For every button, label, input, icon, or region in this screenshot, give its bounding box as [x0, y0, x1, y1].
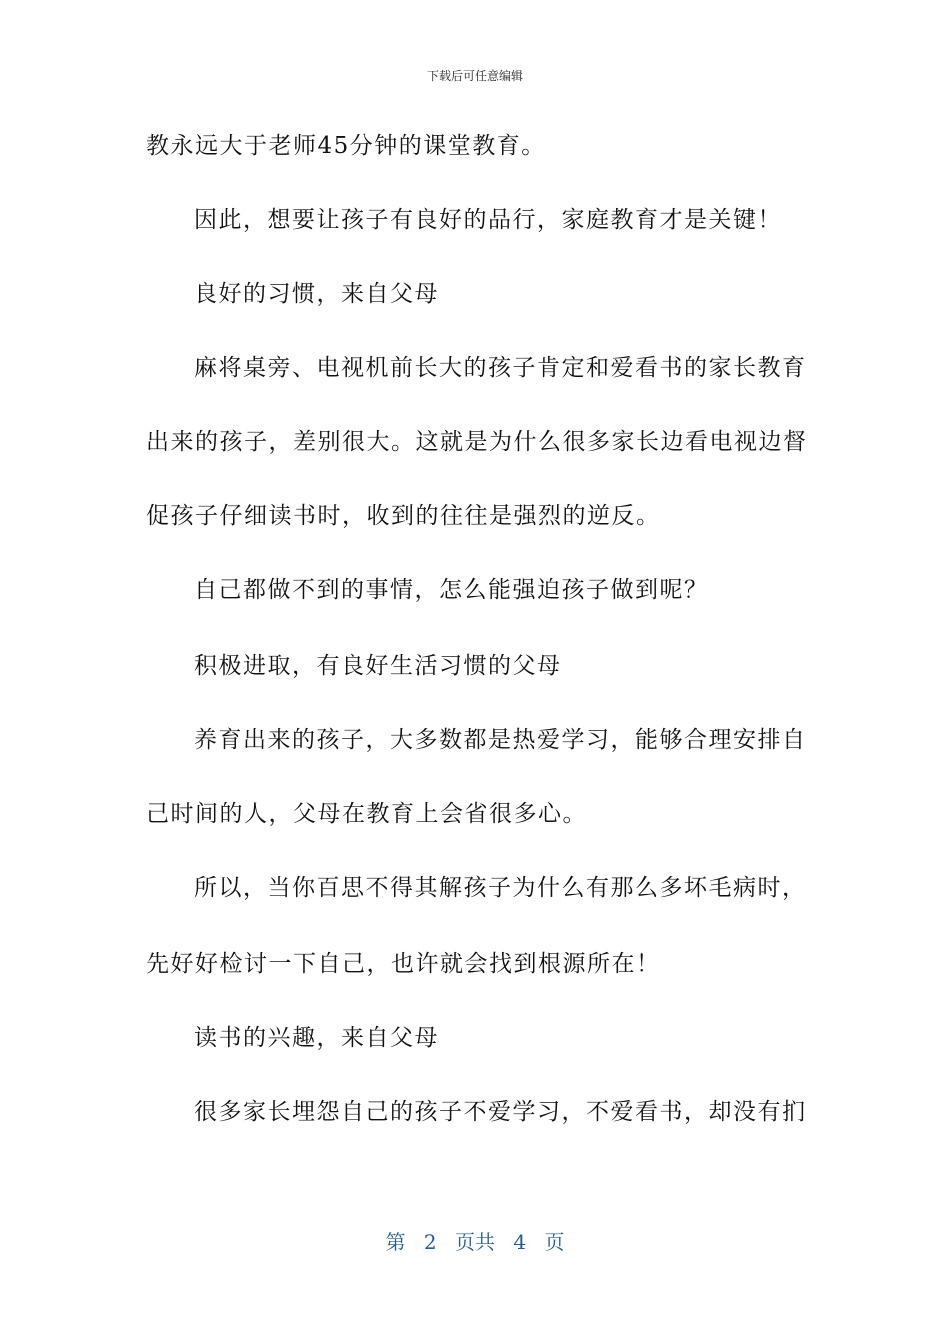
page-footer [0, 1226, 950, 1255]
text-line: 自己都做不到的事情，怎么能强迫孩子做到呢？ [194, 577, 709, 603]
text-line: 良好的习惯，来自父母 [194, 281, 439, 307]
text-line: 教永远大于老师45分钟的课堂教育。 [146, 133, 546, 159]
text-line: 己时间的人，父母在教育上会省很多心。 [146, 801, 587, 827]
footer-middle: 页共 [455, 1230, 495, 1254]
text-line: 积极进取，有良好生活习惯的父母 [194, 653, 562, 679]
text-line: 促孩子仔细读书时，收到的往往是强烈的逆反。 [146, 503, 661, 529]
text-line: 很多家长埋怨自己的孩子不爱学习，不爱看书，却没有扪 [194, 1099, 807, 1125]
page-header: 下载后可任意编辑 [426, 69, 523, 83]
text-line: 麻将桌旁、电视机前长大的孩子肯定和爱看书的家长教育 [194, 355, 807, 381]
text-line: 因此，想要让孩子有良好的品行，家庭教育才是关键！ [194, 207, 782, 233]
footer-suffix: 页 [544, 1230, 565, 1254]
footer-page-number: 2 [423, 1230, 437, 1254]
text-line: 出来的孩子，差别很大。这就是为什么很多家长边看电视边督 [146, 429, 808, 455]
footer-prefix: 第 [385, 1230, 406, 1254]
footer-total-pages: 4 [513, 1230, 527, 1254]
text-line: 先好好检讨一下自己，也许就会找到根源所在！ [146, 951, 661, 977]
text-line: 所以，当你百思不得其解孩子为什么有那么多坏毛病时， [194, 875, 807, 901]
text-line: 读书的兴趣，来自父母 [194, 1025, 439, 1051]
text-line: 养育出来的孩子，大多数都是热爱学习，能够合理安排自 [194, 727, 807, 753]
